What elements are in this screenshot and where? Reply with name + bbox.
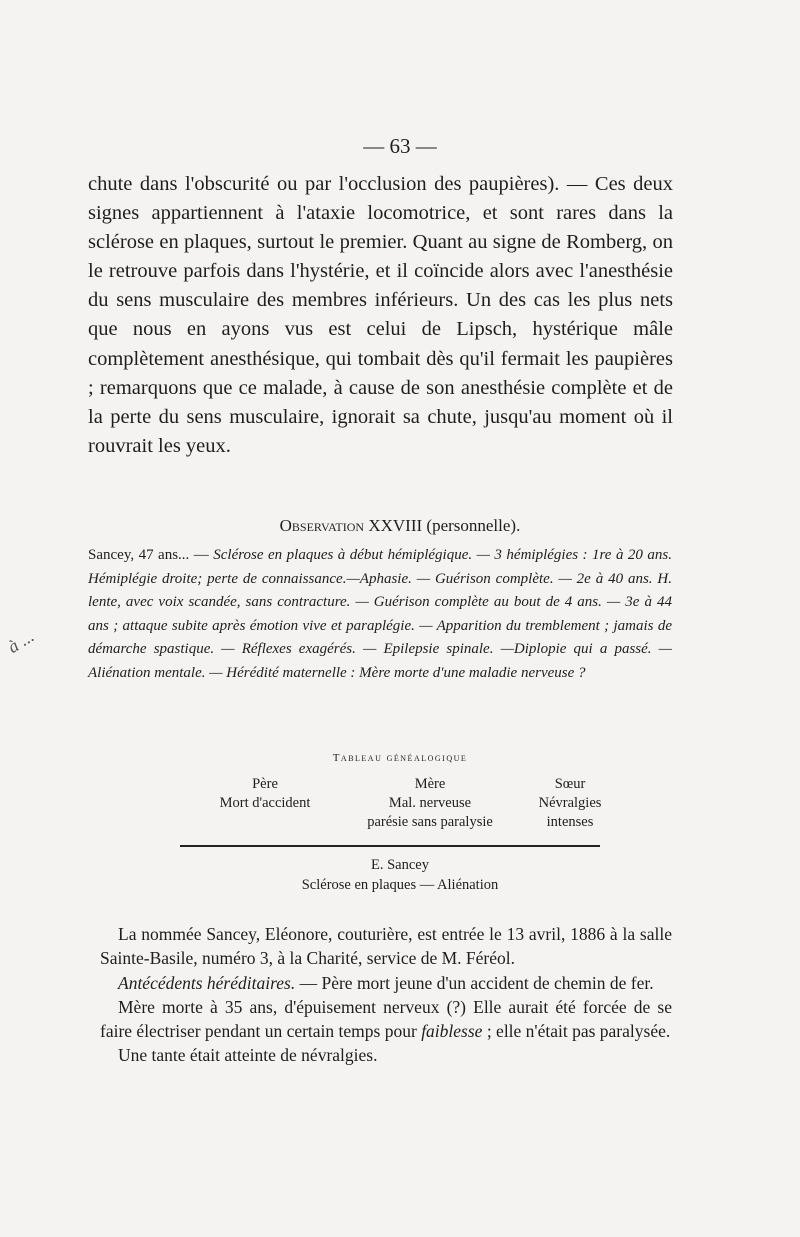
tableau-sister <box>525 775 615 832</box>
case-mother <box>100 995 672 1044</box>
tableau-divider <box>180 845 600 847</box>
sister-label: Sœur <box>554 776 586 792</box>
tableau-title: Tableau généalogique <box>332 752 468 764</box>
mother-text-a: Mère morte à 35 ans, d'épuisement nerveux (?) Elle aurait été forcée de se faire électriser pendant un certain temps pour <box>100 996 672 1042</box>
mother-text-italic: faiblesse <box>421 1021 483 1042</box>
observation-title-label: Observation <box>279 516 365 535</box>
observation-title-number: XXVIII (personnelle). <box>368 516 521 535</box>
tableau-mother <box>350 775 510 832</box>
mother-label: Mère <box>414 776 446 792</box>
main-paragraph: chute dans l'obscurité ou par l'occlusion des paupières). — Ces deux signes appartiennent à l'ataxie locomotrice, et sont rares dans la sclérose en plaques, surtout le premier. Quant au signe de Romberg, on le retrouve parfois dans l'hystérie, et il coïncide alors avec l'anesthésie du sens musculaire des membres inférieurs. Un des cas les plus nets que nous en ayons vus est celui de Lipsch, hystérique mâle complètement anesthésique, qui tombait dès qu'il fermait les paupières ; remarquons que ce malade, à cause de son anesthésie complète et de la perte du sens musculaire, ignorait sa chute, jusqu'au moment où il rouvrait les yeux. <box>88 173 673 457</box>
mother-note-1: Mal. nerveuse <box>388 795 472 811</box>
mother-text-b: ; elle n'était pas paralysée. <box>482 1021 671 1042</box>
observation-patient: Sancey, 47 ans... — <box>88 547 214 563</box>
sister-note-1: Névralgies <box>538 795 602 811</box>
observation-summary <box>88 544 672 686</box>
observation-title <box>0 516 800 536</box>
page-number: — 63 — <box>363 134 437 158</box>
child-diagnosis: Sclérose en plaques — Aliénation <box>301 877 499 893</box>
mother-note-2: parésie sans paralysie <box>367 814 493 830</box>
father-label: Père <box>252 776 278 792</box>
case-heredity <box>100 971 672 995</box>
child-name: E. Sancey <box>371 857 429 873</box>
heredity-heading: Antécédents héréditaires. <box>118 972 296 993</box>
sister-note-2: intenses <box>546 814 594 830</box>
case-text <box>100 922 672 1068</box>
case-aunt: Une tante était atteinte de névralgies. <box>118 1045 378 1066</box>
tableau-father <box>205 775 325 813</box>
father-note: Mort d'accident <box>219 795 311 811</box>
case-intro: La nommée Sancey, Eléonore, couturière, est entrée le 13 avril, 1886 à la salle Sainte-Basile, numéro 3, à la Charité, service de M. Féréol. <box>100 924 672 969</box>
observation-details: Sclérose en plaques à début hémiplégique. — 3 hémiplégies : 1re à 20 ans. Hémiplégie droite; perte de connaissance.—Aphasie. — Guérison complète. — 2e à 40 ans. H. lente, avec voix scandée, sans contracture. — Guérison complète au bout de 4 ans. — 3e à 44 ans ; attaque subite après émotion vive et paraplégie. — Apparition du tremblement ; jamais de démarche spastique. — Réflexes exagérés. — Epilepsie spinale. —Diplopie qui a passé. — Aliénation mentale. — Hérédité maternelle : Mère morte d'une maladie nerveuse ? <box>88 547 672 681</box>
margin-annotation: à ... <box>4 625 38 657</box>
heredity-father: — Père mort jeune d'un accident de chemin de fer. <box>295 972 654 993</box>
